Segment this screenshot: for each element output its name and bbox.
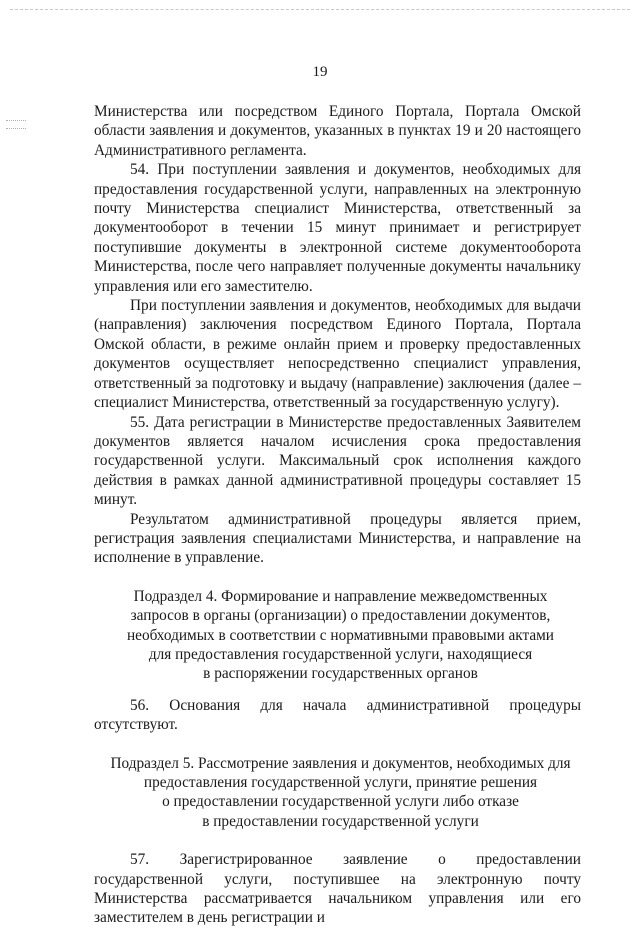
margin-mark [6, 120, 26, 121]
heading-line: запросов в органы (организации) о предоставлении документов, [130, 607, 551, 625]
paragraph-result: Результатом административной процедуры является прием, регистрация заявления специалистами Министерства, и направление на исполнение в управление. [94, 510, 581, 567]
heading-line: Подраздел 4. Формирование и направление межведомственных [133, 587, 548, 605]
paragraph-54-online: При поступлении заявления и документов, необходимых для выдачи (направления) заключения посредством Единого Портала, Портала Омской области, в режиме онлайн прием и проверку предоставленных документов осуществляет непосредственно специалист управления, ответственный за подготовку и выдачу (направление) заключения (далее – специалист Министерства, ответственный за государственную услугу). [94, 297, 581, 412]
paragraph-55: 55. Дата регистрации в Министерстве предоставленных Заявителем документов является началом исчисления срока предоставления государственной услуги. Максимальный срок исполнения каждого действия в рамках данной административной процедуры составляет 15 минут. [94, 413, 581, 509]
heading-line: в распоряжении государственных органов [203, 665, 478, 683]
heading-line: предоставления государственной услуги, принятие решения [143, 774, 538, 791]
heading-line: о предоставлении государственной услуги либо отказе [162, 793, 519, 811]
heading-line: для предоставления государственной услуги, находящиеся [148, 645, 533, 663]
heading-line: необходимых в соответствии с нормативными правовыми актами [126, 626, 554, 644]
paragraph-56: 56. Основания для начала административной процедуры отсутствуют. [94, 696, 581, 734]
heading-line: Подраздел 5. Рассмотрение заявления и документов, необходимых для [110, 754, 571, 772]
subsection-4-heading [94, 587, 581, 684]
page-number: 19 [312, 64, 328, 80]
paragraph-57: 57. Зарегистрированное заявление о предоставлении государственной услуги, поступившее на электронную почту Министерства рассматривается начальником управления или его заместителем в день регистрации и [94, 851, 581, 927]
heading-line: в предоставлении государственной услуги [202, 812, 479, 830]
document-body [94, 102, 581, 928]
margin-mark [6, 128, 26, 129]
paragraph-continuation: Министерства или посредством Единого Портала, Портала Омской области заявления и документов, указанных в пунктах 19 и 20 настоящего Административного регламента. [94, 103, 581, 159]
paragraph-54: 54. При поступлении заявления и документов, необходимых для предоставления государственной услуги, направленных на электронную почту Министерства специалист Министерства, ответственный за документооборот в течении 15 минут принимает и регистрирует поступившие документы в электронной системе документооборота Министерства, после чего направляет полученные документы начальнику управления или его заместителю. [94, 161, 581, 295]
subsection-5-heading [94, 754, 581, 832]
scan-artifact-line [10, 9, 630, 10]
